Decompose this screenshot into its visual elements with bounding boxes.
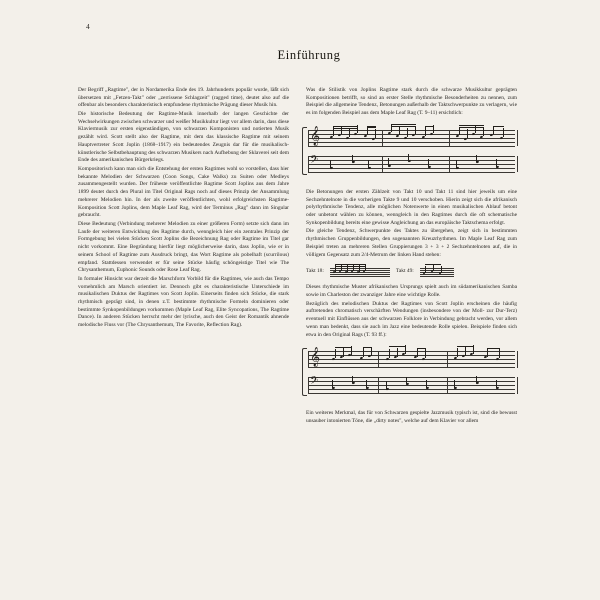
paragraph: Kompositorisch kann man sich die Entstehung der ersten Ragtimes wohl so vorstellen, dass hier bekannte Melodien der Schwarzen (Coon Songs, Cake Walks) zu Suiten oder Medleys zusammengestellt wurden. Der früheste veröffentlichte Ragtime Scott Joplins aus dem Jahre 1899 deutet durch den Plural im Titel Original Rags noch auf dieses Prinzip der Ansammlung mehrerer Melodien hin. In der als zweite veröffentlichten, wohl erfolgreichsten Ragtime-Komposition Scott Joplins, dem Maple Leaf Rag, wird der Terminus „Rag" dann im Singular gebraucht. [78, 165, 289, 219]
bass-clef-icon: 𝄢 [310, 152, 319, 168]
treble-clef-icon: 𝄞 [310, 347, 321, 367]
bass-clef-icon: 𝄢 [310, 374, 319, 390]
left-column [78, 87, 289, 426]
paragraph: Dieses rhythmische Muster afrikanischen Ursprungs spielt auch im südamerikanischen Samba sowie im Charleston der zwanziger Jahre eine wichtige Rolle. [306, 284, 517, 299]
right-column [306, 87, 517, 426]
paragraph: Die Betonungen der ersten Zählzeit von Takt 10 und Takt 11 sind hier jeweils um eine Sechzehntelnote in die vorherigen Takte 9 und 10 verschoben. Hierin zeigt sich die afrikanisch polyrhythmische Tendenz, alle möglichen Notenwerte in einen musikalischen Ablauf betont oder unbetont wählen zu können, wenngleich in den Ragtimes durch die oft schematische Synkopenbildung bereits eine gewisse Angleichung an das europäische Taktschema erfolgt. [306, 188, 517, 226]
music-example-maple-leaf-rag [306, 125, 517, 182]
paragraph: Was die Stilistik von Joplins Ragtime stark durch die schwarze Musikkultur geprägten Kompositionen betrifft, so sind an erster Stelle rhythmische Besonderheiten zu nennen, zum Beispiel die allgemeine Tendenz, Betonungen außerhalb der Taktschwerpunkte zu verlagern, wie es im folgenden Beispiel aus dem Maple Leaf Rag (T. 9–11) ersichtlich: [306, 87, 517, 117]
page-title: Einführung [277, 48, 341, 62]
paragraph: Ein weiteres Merkmal, das für von Schwarzen gespielte Jazzmusik typisch ist, sind die bewusst unsauber intonierten Töne, die „dirty notes", welche auf dem Klavier vor allem [306, 410, 517, 425]
staff-bass [308, 154, 515, 176]
page-number: 4 [86, 22, 91, 31]
paragraph: Diese Bedeutung (Verbindung mehrerer Melodien zu einer größeren Form) setzte sich dann im Laufe der weiteren Entwicklung des Ragtime durch, wenngleich hier ein zentrales Prinzip der Formgebung bei vielen Stücken Scott Joplins die Bezeichnung Rag oder Ragtime im Titel gar nicht vorkommt. Eine Begründung hierfür liegt möglicherweise darin, dass Joplin, wie er in seinem School of Ragtime zum Ausdruck bringt, das Wort Ragtime als pobelhaft (scurrilous) empfand. Stattdessen verwendet er für seine Stücke häufig schöngeistige Titel wie The Chrysanthemum, Euphonic Sounds oder Rose Leaf Rag. [78, 220, 289, 274]
brace [302, 127, 307, 175]
paragraph: Die historische Bedeutung der Ragtime-Musik innerhalb der langen Geschichte der Wechselwirkungen zwischen schwarzer und weißer Musikkultur liegt vor allem darin, dass diese Klaviermusik zur ersten eigenständigen, von schwarzen Komponisten und notierten Musik gezählt wird. Scott stellt also der Ragtime, mit dem das klassische Ragtime mit seinem Hauptvertreter Scott Joplin (1868–1917) ein bedeutendes Zeugnis dar für die musikalisch-künstlerische Selbstbehauptung des schwarzen Musikers nach Aufhebung der Sklaverei seit dem Ende des amerikanischen Bürgerkriegs. [78, 111, 289, 164]
brace [302, 348, 307, 396]
takt-49-label: Takt 49: [395, 267, 414, 274]
paragraph: In formaler Hinsicht war derzeit die Marschform Vorbild für die Ragtimes, wie auch das Tempo vornehmlich am Marsch orientiert ist. Dennoch gibt es charakteristische Unterschiede im musikalischen Duktus der Ragtimes von Scott Joplin. Einerseits finden sich Stücke, die stark rhythmisch geprägt sind, in denen z.T. bestimmte rhythmische Formeln dominieren oder bestimmte Synkopenbildungen vorkommen (Maple Leaf Rag, Elite Syncopations, The Ragtime Dance). In anderen Stücken herrscht mehr der lyrische, auch den Geist der Romantik ahnende melodische Fluss vor (The Chrysanthemum, The Favorite, Reflection Rag). [78, 275, 289, 329]
inline-music-examples [306, 265, 517, 278]
staff-treble [308, 125, 515, 150]
staff-bass [308, 375, 515, 397]
paragraph: Bezüglich des melodischen Duktus der Ragtimes von Scott Joplin erscheinen die häufig auftretenden chromatisch verschärften Wendungen (insbesondere von der Moll- zur Dur-Terz) eventuell mit Einflüssen aus der schwarzen Folklore in Verbindung gebracht werden, vor allem wenn man bedenkt, dass sie auch im Jazz eine bedeutende Rolle spielen. Beispiele finden sich etwa in den Original Rags (T. 93 ff.): [306, 300, 517, 338]
music-example-takt-49 [420, 265, 454, 278]
paragraph: Der Begriff „Ragtime", der in Nordamerika Ende des 19. Jahrhunderts populär wurde, läßt sich übersetzen mit „Fetzen-Takt" oder „zerrissene Schlagzeit" (ragged time), deutet also auf die offenbar als besonders charakteristisch empfundene rhythmische Prägung dieser Musik hin. [78, 87, 289, 109]
music-example-original-rags [306, 346, 517, 403]
takt-18-label: Takt 18: [306, 267, 324, 274]
two-column-body [78, 87, 540, 426]
treble-clef-icon: 𝄞 [310, 125, 321, 145]
music-example-takt-18 [330, 265, 390, 278]
paragraph: Die gleiche Tendenz, Schwerpunkte des Taktes zu übergehen, zeigt sich in bestimmten rhythmischen Gruppenbildungen, den sogenannten Kreuzrhythmen. Im Maple Leaf Rag zum Beispiel treten an mehreren Stellen Gruppierungen 3 + 3 + 2 Sechzehntelnoten auf, die in völligem Gegensatz zum 2/4-Metrum der linken Hand stehen: [306, 228, 517, 258]
staff-treble [308, 349, 515, 371]
